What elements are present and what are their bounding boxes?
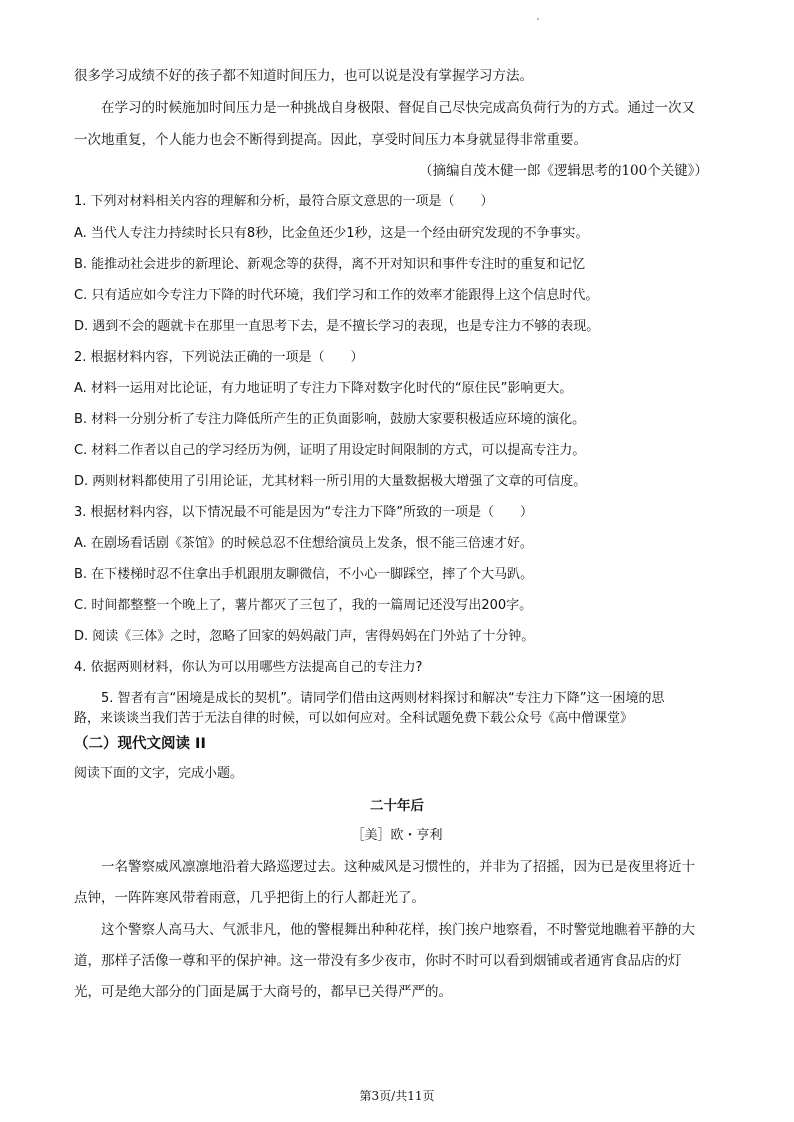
story-author: ［美］欧・亨利 xyxy=(351,828,443,843)
question-2-option-b: B. 材料一分别分析了专注力降低所产生的正负面影响，鼓励大家要积极适应环境的演化。 xyxy=(74,412,586,427)
page-number: 第3页/共11页 xyxy=(359,1089,435,1103)
story-line: 一名警察威风凛凛地沿着大路巡逻过去。这种威风是习惯性的，并非为了招摇，因为已是夜里将近十 xyxy=(101,859,695,875)
source-citation: （摘编自茂木健一郎《逻辑思考的100个关键》） xyxy=(418,163,708,179)
story-line: 道，那样子活像一尊和平的保护神。这一带没有多少夜市，你时不时可以看到烟铺或者通宵食品店的灯 xyxy=(74,953,682,969)
question-2-option-c: C. 材料二作者以自己的学习经历为例，证明了用设定时间限制的方式，可以提高专注力。 xyxy=(74,443,586,458)
story-line: 这个警察人高马大、气派非凡，他的警棍舞出种种花样，挨门挨户地察看，不时警觉地瞧着平静的大 xyxy=(101,922,695,938)
question-2-option-d: D. 两则材料都使用了引用论证，尤其材料一所引用的大量数据极大增强了文章的可信度。 xyxy=(74,474,587,489)
question-5-line: 路，来谈谈当我们苦于无法自律的时候，可以如何应对。全科试题免费下载公众号《高中僧课堂》 xyxy=(74,711,634,726)
question-1-option-d: D. 遇到不会的题就卡在那里一直思考下去，是不擅长学习的表现，也是专注力不够的表现。 xyxy=(74,319,600,334)
question-5-line: 5. 智者有言“困境是成长的契机”。请同学们借由这两则材料探讨和解决“专注力下降”这一困境的思 xyxy=(101,691,665,706)
question-3-option-b: B. 在下楼梯时忍不住拿出手机跟朋友聊微信，不小心一脚踩空，摔了个大马趴。 xyxy=(74,567,534,582)
question-3-option-d: D. 阅读《三体》之时，忽略了回家的妈妈敲门声，害得妈妈在门外站了十分钟。 xyxy=(74,629,535,644)
story-line: 点钟，一阵阵寒风带着雨意，几乎把街上的行人都赶光了。 xyxy=(74,890,425,906)
question-1-option-c: C. 只有适应如今专注力下降的时代环境，我们学习和工作的效率才能跟得上这个信息时代。 xyxy=(74,288,599,303)
question-1-option-a: A. 当代人专注力持续时长只有8秒，比金鱼还少1秒，这是一个经由研究发现的不争事实。 xyxy=(74,226,589,241)
question-3-option-c: C. 时间都整整一个晚上了，薯片都灭了三包了，我的一篇周记还没写出200字。 xyxy=(74,598,533,613)
story-line: 光，可是绝大部分的门面是属于大商号的，都早已关得严严的。 xyxy=(74,984,452,1000)
passage-line: 一次地重复，个人能力也会不断得到提高。因此，享受时间压力本身就显得非常重要。 xyxy=(74,132,587,148)
story-title: 二十年后 xyxy=(370,798,424,814)
scan-dot xyxy=(537,18,539,20)
question-3-stem: 3. 根据材料内容，以下情况最不可能是因为“专注力下降”所致的一项是（ ） xyxy=(74,505,534,520)
question-1-stem: 1. 下列对材料相关内容的理解和分析，最符合原文意思的一项是（ ） xyxy=(74,194,494,209)
question-2-option-a: A. 材料一运用对比论证，有力地证明了专注力下降对数字化时代的“原住民”影响更大。 xyxy=(74,381,573,396)
section-heading: （二）现代文阅读 II xyxy=(74,736,206,752)
question-2-stem: 2. 根据材料内容，下列说法正确的一项是（ ） xyxy=(74,350,364,365)
question-1-option-b: B. 能推动社会进步的新理论、新观念等的获得，离不开对知识和事件专注时的重复和记忆 xyxy=(74,257,586,272)
section-instruction: 阅读下面的文字，完成小题。 xyxy=(74,766,244,781)
passage-line: 在学习的时候施加时间压力是一种挑战自身极限、督促自己尽快完成高负荷行为的方式。通过一次又 xyxy=(101,100,695,116)
question-3-option-a: A. 在剧场看话剧《茶馆》的时候总忍不住想给演员上发条，恨不能三倍速才好。 xyxy=(74,536,533,551)
question-4: 4. 依据两则材料，你认为可以用哪些方法提高自己的专注力? xyxy=(74,660,423,675)
passage-line: 很多学习成绩不好的孩子都不知道时间压力，也可以说是没有掌握学习方法。 xyxy=(74,68,533,84)
